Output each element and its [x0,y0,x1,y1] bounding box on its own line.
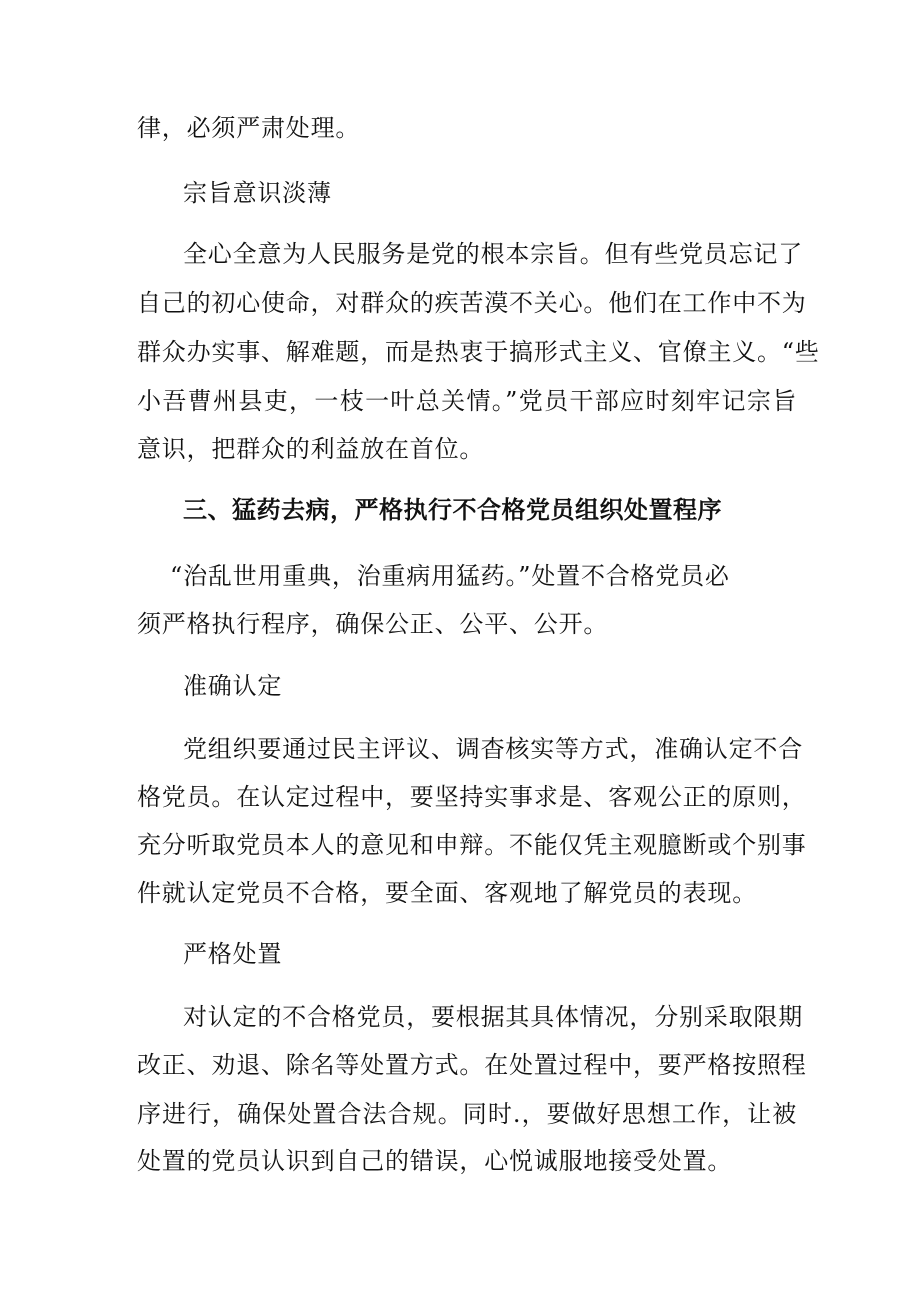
subheading-zongzhi: 宗旨意识淡薄 [183,179,332,207]
paragraph-line: 意识，把群众的利益放在首位。 [137,435,485,463]
paragraph-line: 自己的初心使命，对群众的疾苦漠不关心。他们在工作中不为 [137,289,807,317]
subheading-zhunque: 准确认定 [183,672,283,700]
paragraph-line: 全心全意为人民服务是党的根本宗旨。但有些党员忘记了 [183,240,803,268]
paragraph-line: 群众办实事、解难题，而是热衷于搞形式主义、官僚主义。“些 [137,338,820,366]
paragraph-line: 处置的党员认识到自己的错误，心悦诚服地接受处置。 [137,1147,733,1175]
paragraph-line: 须严格执行程序，确保公正、公平、公开。 [137,610,609,638]
section-heading: 三、猛药去病，严格执行不合格党员组织处置程序 [183,496,722,524]
paragraph-line: “治乱世用重典，治重病用猛药。”处置不合格党员必 [170,562,730,590]
paragraph-line: 小吾曹州县吏，一枝一叶总关情。”党员干部应时刻牢记宗旨 [137,387,797,415]
paragraph-line: 对认定的不合格党员，要根据其具体情况，分别采取限期 [183,1003,803,1031]
paragraph-line: 律，必须严肃处理。 [137,114,361,142]
paragraph-line: 序进行，确保处置合法合规。同时.，要做好思想工作，让被 [137,1100,797,1128]
paragraph-line: 改正、劝退、除名等处置方式。在处置过程中，要严格按照程 [137,1051,807,1079]
paragraph-line: 党组织要通过民主评议、调杳核实等方式，准确认定不合 [183,735,803,763]
paragraph-line: 件就认定党员不合格，要全面、客观地了解党员的表现。 [137,879,757,907]
paragraph-line: 充分听取党员本人的意见和申辩。不能仅凭主观臆断或个别事 [137,831,807,859]
paragraph-line: 格党员。在认定过程中，要坚持实事求是、客观公正的原则， [137,783,807,811]
subheading-yange: 严格处置 [183,940,283,968]
